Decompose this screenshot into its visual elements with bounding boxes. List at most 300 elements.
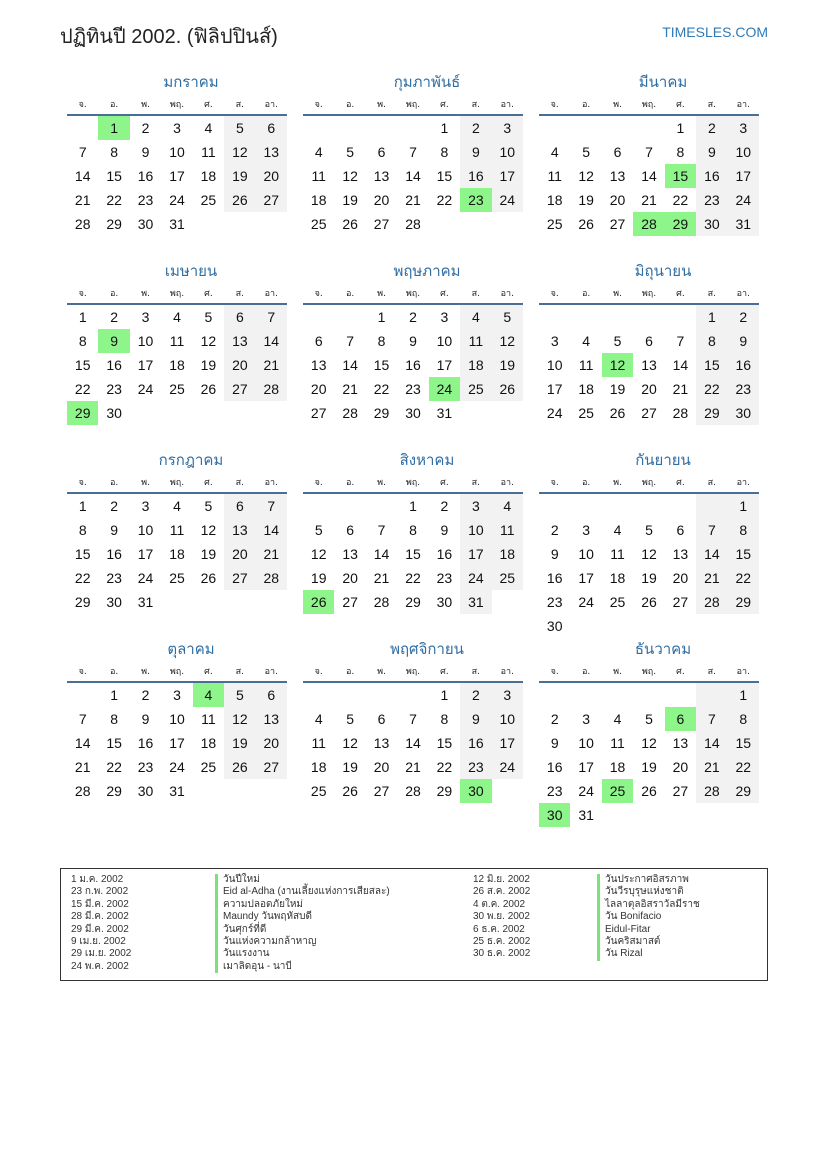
empty-day-cell bbox=[539, 494, 570, 518]
day-cell: 7 bbox=[377, 522, 386, 538]
day-cell: 9 bbox=[110, 522, 119, 538]
day-cell: 28 bbox=[256, 566, 287, 590]
empty-day-cell bbox=[397, 116, 428, 140]
day-cell: 9 bbox=[550, 546, 559, 562]
day-cell: 10 bbox=[492, 707, 523, 731]
weekday-label: อา. bbox=[500, 478, 514, 488]
day-cell: 12 bbox=[578, 168, 594, 184]
day-cell: 11 bbox=[311, 735, 326, 751]
empty-day-cell bbox=[67, 683, 98, 707]
day-cell: 20 bbox=[641, 381, 657, 397]
day-cell: 19 bbox=[342, 759, 358, 775]
weekday-label: อ. bbox=[345, 478, 355, 488]
holiday-name: ไลลาตุลอิสราวัลมีราช bbox=[597, 899, 757, 911]
day-cell: 6 bbox=[256, 683, 287, 707]
day-cell: 11 bbox=[201, 711, 216, 727]
day-cell: 10 bbox=[728, 140, 759, 164]
day-cell: 13 bbox=[256, 707, 287, 731]
day-cell: 9 bbox=[550, 735, 559, 751]
day-cell: 9 bbox=[728, 329, 759, 353]
day-cell: 25 bbox=[310, 216, 327, 232]
holiday-day-cell: 9 bbox=[98, 329, 129, 353]
empty-day-cell bbox=[366, 116, 397, 140]
day-cell: 12 bbox=[224, 140, 255, 164]
month-name: กรกฎาคม bbox=[158, 451, 224, 469]
day-cell: 3 bbox=[550, 333, 559, 349]
day-cell: 1 bbox=[440, 687, 449, 703]
day-cell: 19 bbox=[224, 164, 255, 188]
day-cell: 15 bbox=[436, 168, 453, 184]
weekday-label: จ. bbox=[550, 667, 559, 677]
day-cell: 4 bbox=[204, 120, 213, 136]
day-cell: 17 bbox=[169, 168, 185, 184]
holiday-names-left bbox=[215, 874, 473, 975]
day-cell: 7 bbox=[78, 144, 87, 160]
day-cell: 29 bbox=[436, 783, 453, 799]
weekday-label: ส. bbox=[707, 100, 717, 110]
day-cell: 22 bbox=[405, 570, 421, 586]
day-cell: 14 bbox=[672, 357, 689, 373]
days-grid bbox=[303, 116, 523, 236]
day-cell: 18 bbox=[169, 357, 185, 373]
day-cell: 14 bbox=[696, 542, 727, 566]
weekday-header bbox=[303, 283, 523, 305]
day-cell: 19 bbox=[609, 381, 626, 397]
day-cell: 2 bbox=[409, 309, 417, 325]
day-cell: 7 bbox=[696, 518, 727, 542]
day-cell: 1 bbox=[78, 309, 87, 325]
weekday-label: ส. bbox=[471, 667, 481, 677]
month-block bbox=[539, 450, 759, 639]
day-cell: 7 bbox=[409, 711, 417, 727]
weekday-label: พฤ. bbox=[169, 667, 185, 677]
empty-day-cell bbox=[602, 494, 633, 518]
day-cell: 15 bbox=[373, 357, 390, 373]
day-cell: 5 bbox=[224, 116, 255, 140]
day-cell: 11 bbox=[610, 735, 625, 751]
day-cell: 22 bbox=[74, 381, 91, 397]
year-calendar-grid bbox=[67, 72, 764, 828]
weekday-label: ศ. bbox=[676, 478, 685, 488]
day-cell: 31 bbox=[169, 783, 185, 799]
day-cell: 4 bbox=[492, 494, 523, 518]
weekday-label: พฤ. bbox=[405, 478, 421, 488]
day-cell: 25 bbox=[200, 192, 217, 208]
days-grid bbox=[67, 494, 287, 614]
day-cell: 17 bbox=[169, 735, 185, 751]
day-cell: 18 bbox=[578, 381, 594, 397]
day-cell: 14 bbox=[405, 735, 421, 751]
day-cell: 16 bbox=[137, 735, 154, 751]
day-cell: 19 bbox=[224, 731, 255, 755]
day-cell: 28 bbox=[74, 216, 91, 232]
day-cell: 13 bbox=[224, 518, 255, 542]
day-cell: 10 bbox=[546, 357, 563, 373]
day-cell: 20 bbox=[609, 192, 626, 208]
holiday-day-cell: 23 bbox=[460, 188, 491, 212]
holiday-date: 9 เม.ย. 2002 bbox=[71, 936, 126, 948]
empty-day-cell bbox=[696, 683, 727, 707]
weekday-label: ส. bbox=[707, 667, 717, 677]
empty-day-cell bbox=[633, 305, 664, 329]
day-cell: 13 bbox=[609, 168, 626, 184]
day-cell: 23 bbox=[546, 783, 563, 799]
weekday-header bbox=[303, 94, 523, 116]
day-cell: 26 bbox=[342, 216, 358, 232]
days-grid bbox=[67, 116, 287, 236]
day-cell: 22 bbox=[728, 566, 759, 590]
day-cell: 10 bbox=[578, 735, 594, 751]
day-cell: 3 bbox=[582, 711, 591, 727]
day-cell: 14 bbox=[641, 168, 657, 184]
day-cell: 19 bbox=[310, 570, 327, 586]
day-cell: 1 bbox=[696, 305, 727, 329]
day-cell: 11 bbox=[578, 357, 594, 373]
days-grid bbox=[539, 116, 759, 236]
day-cell: 21 bbox=[672, 381, 689, 397]
holiday-date: 12 มิ.ย. 2002 bbox=[473, 874, 530, 885]
day-cell: 19 bbox=[641, 759, 657, 775]
day-cell: 30 bbox=[137, 783, 154, 799]
day-cell: 14 bbox=[74, 735, 91, 751]
day-cell: 6 bbox=[224, 494, 255, 518]
day-cell: 30 bbox=[137, 216, 154, 232]
holiday-name: เมาลิดอุน - นาบี bbox=[215, 961, 473, 973]
day-cell: 6 bbox=[676, 522, 685, 538]
day-cell: 8 bbox=[728, 707, 759, 731]
day-cell: 13 bbox=[672, 735, 689, 751]
weekday-header bbox=[67, 472, 287, 494]
holiday-day-cell: 30 bbox=[539, 803, 570, 827]
day-cell: 16 bbox=[728, 353, 759, 377]
month-name: มีนาคม bbox=[638, 73, 688, 91]
weekday-label: จ. bbox=[314, 100, 323, 110]
day-cell: 26 bbox=[609, 405, 626, 421]
day-cell: 27 bbox=[609, 216, 626, 232]
day-cell: 21 bbox=[74, 192, 91, 208]
month-name: กันยายน bbox=[635, 451, 691, 469]
day-cell: 12 bbox=[310, 546, 327, 562]
day-cell: 29 bbox=[405, 594, 421, 610]
day-cell: 27 bbox=[641, 405, 657, 421]
month-name: มกราคม bbox=[163, 73, 219, 91]
day-cell: 11 bbox=[460, 329, 491, 353]
day-cell: 8 bbox=[78, 522, 87, 538]
day-cell: 18 bbox=[169, 546, 185, 562]
day-cell: 16 bbox=[436, 546, 453, 562]
weekday-header bbox=[303, 661, 523, 683]
day-cell: 26 bbox=[200, 381, 217, 397]
holiday-date: 25 ธ.ค. 2002 bbox=[473, 936, 531, 948]
day-cell: 16 bbox=[460, 164, 491, 188]
day-cell: 3 bbox=[173, 687, 181, 703]
weekday-label: อา. bbox=[264, 289, 278, 299]
weekday-label: พฤ. bbox=[405, 100, 421, 110]
day-cell: 11 bbox=[610, 546, 625, 562]
weekday-label: ศ. bbox=[676, 667, 685, 677]
day-cell: 9 bbox=[696, 140, 727, 164]
day-cell: 27 bbox=[672, 783, 689, 799]
empty-day-cell bbox=[696, 494, 727, 518]
weekday-header bbox=[539, 94, 759, 116]
day-cell: 3 bbox=[492, 683, 523, 707]
weekday-label: พ. bbox=[377, 667, 386, 677]
weekday-label: อ. bbox=[581, 478, 591, 488]
weekday-label: จ. bbox=[550, 100, 559, 110]
holiday-dates-left bbox=[71, 874, 215, 975]
weekday-label: อ. bbox=[345, 100, 355, 110]
day-cell: 1 bbox=[409, 498, 417, 514]
weekday-label: อา. bbox=[500, 667, 514, 677]
day-cell: 18 bbox=[609, 759, 626, 775]
empty-day-cell bbox=[303, 494, 334, 518]
day-cell: 24 bbox=[137, 381, 154, 397]
weekday-label: พฤ. bbox=[641, 667, 657, 677]
day-cell: 4 bbox=[613, 522, 622, 538]
weekday-label: พฤ. bbox=[641, 289, 657, 299]
empty-day-cell bbox=[366, 683, 397, 707]
empty-day-cell bbox=[303, 116, 334, 140]
day-cell: 5 bbox=[613, 333, 622, 349]
day-cell: 4 bbox=[582, 333, 591, 349]
month-block bbox=[303, 639, 523, 828]
day-cell: 15 bbox=[728, 542, 759, 566]
month-block bbox=[67, 450, 287, 639]
holiday-day-cell: 6 bbox=[665, 707, 696, 731]
day-cell: 22 bbox=[106, 759, 122, 775]
day-cell: 28 bbox=[373, 594, 390, 610]
month-name: พฤษภาคม bbox=[393, 262, 461, 280]
day-cell: 15 bbox=[728, 731, 759, 755]
weekday-label: พ. bbox=[141, 289, 150, 299]
month-block bbox=[303, 261, 523, 450]
weekday-label: พ. bbox=[613, 667, 622, 677]
day-cell: 30 bbox=[106, 594, 122, 610]
day-cell: 3 bbox=[728, 116, 759, 140]
day-cell: 7 bbox=[409, 144, 417, 160]
day-cell: 4 bbox=[173, 309, 181, 325]
day-cell: 2 bbox=[550, 711, 559, 727]
day-cell: 27 bbox=[256, 188, 287, 212]
holiday-day-cell: 30 bbox=[460, 779, 491, 803]
day-cell: 6 bbox=[377, 144, 386, 160]
day-cell: 23 bbox=[106, 381, 122, 397]
day-cell: 2 bbox=[460, 116, 491, 140]
day-cell: 10 bbox=[137, 333, 154, 349]
day-cell: 19 bbox=[492, 353, 523, 377]
day-cell: 8 bbox=[377, 333, 386, 349]
month-block bbox=[67, 639, 287, 828]
holiday-name: วันแรงงาน bbox=[215, 948, 473, 960]
weekday-header bbox=[303, 472, 523, 494]
month-name: เมษายน bbox=[164, 262, 218, 280]
day-cell: 26 bbox=[578, 216, 594, 232]
day-cell: 10 bbox=[436, 333, 453, 349]
holiday-day-cell: 15 bbox=[665, 164, 696, 188]
day-cell: 12 bbox=[641, 735, 657, 751]
weekday-label: ศ. bbox=[204, 289, 213, 299]
day-cell: 27 bbox=[224, 377, 255, 401]
day-cell: 20 bbox=[672, 759, 689, 775]
weekday-label: อ. bbox=[581, 667, 591, 677]
day-cell: 23 bbox=[460, 755, 491, 779]
month-block bbox=[539, 261, 759, 450]
month-name: มิถุนายน bbox=[634, 262, 692, 280]
empty-day-cell bbox=[633, 116, 664, 140]
empty-day-cell bbox=[539, 116, 570, 140]
day-cell: 22 bbox=[74, 570, 91, 586]
day-cell: 29 bbox=[74, 594, 91, 610]
weekday-label: อ. bbox=[109, 667, 119, 677]
day-cell: 16 bbox=[546, 570, 563, 586]
day-cell: 14 bbox=[405, 168, 421, 184]
empty-day-cell bbox=[665, 494, 696, 518]
day-cell: 21 bbox=[74, 759, 91, 775]
day-cell: 21 bbox=[696, 566, 727, 590]
holiday-name: วันคริสมาสต์ bbox=[597, 936, 757, 948]
weekday-label: ศ. bbox=[204, 667, 213, 677]
day-cell: 13 bbox=[342, 546, 358, 562]
month-name: สิงหาคม bbox=[399, 451, 455, 469]
day-cell: 13 bbox=[641, 357, 657, 373]
day-cell: 25 bbox=[546, 216, 563, 232]
day-cell: 27 bbox=[672, 594, 689, 610]
weekday-label: อ. bbox=[581, 100, 591, 110]
empty-day-cell bbox=[334, 305, 365, 329]
day-cell: 4 bbox=[173, 498, 181, 514]
empty-day-cell bbox=[539, 683, 570, 707]
day-cell: 4 bbox=[314, 144, 323, 160]
day-cell: 15 bbox=[74, 546, 91, 562]
holiday-date: 26 ส.ค. 2002 bbox=[473, 886, 531, 898]
day-cell: 18 bbox=[460, 353, 491, 377]
day-cell: 22 bbox=[436, 192, 453, 208]
days-grid bbox=[67, 305, 287, 425]
day-cell: 31 bbox=[436, 405, 453, 421]
weekday-label: ศ. bbox=[204, 478, 213, 488]
day-cell: 6 bbox=[314, 333, 323, 349]
day-cell: 5 bbox=[204, 309, 213, 325]
day-cell: 19 bbox=[200, 357, 217, 373]
weekday-label: พฤ. bbox=[641, 100, 657, 110]
day-cell: 21 bbox=[256, 542, 287, 566]
day-cell: 17 bbox=[137, 357, 154, 373]
brand-link[interactable]: TIMESLES.COM bbox=[662, 24, 768, 40]
day-cell: 19 bbox=[342, 192, 358, 208]
day-cell: 6 bbox=[645, 333, 653, 349]
weekday-label: พ. bbox=[377, 289, 386, 299]
day-cell: 15 bbox=[106, 168, 122, 184]
day-cell: 8 bbox=[409, 522, 417, 538]
day-cell: 13 bbox=[672, 546, 689, 562]
holiday-name: Maundy วันพฤหัสบดี bbox=[215, 911, 473, 923]
holiday-day-cell: 29 bbox=[665, 212, 696, 236]
weekday-label: จ. bbox=[78, 667, 87, 677]
day-cell: 20 bbox=[672, 570, 689, 586]
day-cell: 4 bbox=[613, 711, 622, 727]
day-cell: 22 bbox=[373, 381, 390, 397]
day-cell: 24 bbox=[728, 188, 759, 212]
day-cell: 18 bbox=[492, 542, 523, 566]
day-cell: 15 bbox=[405, 546, 421, 562]
day-cell: 27 bbox=[373, 216, 390, 232]
holiday-date: 30 ธ.ค. 2002 bbox=[473, 948, 531, 960]
day-cell: 31 bbox=[728, 212, 759, 236]
empty-day-cell bbox=[633, 683, 664, 707]
day-cell: 27 bbox=[256, 755, 287, 779]
day-cell: 12 bbox=[342, 168, 358, 184]
day-cell: 15 bbox=[696, 353, 727, 377]
day-cell: 16 bbox=[460, 731, 491, 755]
holiday-name: Eidul-Fitar bbox=[597, 924, 757, 936]
weekday-header bbox=[539, 283, 759, 305]
day-cell: 6 bbox=[613, 144, 622, 160]
day-cell: 5 bbox=[582, 144, 591, 160]
holiday-date: 1 ม.ค. 2002 bbox=[71, 874, 124, 885]
day-cell: 27 bbox=[224, 566, 255, 590]
day-cell: 11 bbox=[169, 333, 185, 349]
empty-day-cell bbox=[334, 494, 365, 518]
day-cell: 23 bbox=[137, 759, 154, 775]
day-cell: 5 bbox=[204, 498, 213, 514]
weekday-header bbox=[539, 472, 759, 494]
day-cell: 20 bbox=[256, 164, 287, 188]
empty-day-cell bbox=[303, 683, 334, 707]
month-name: พฤศจิกายน bbox=[390, 640, 464, 658]
days-grid bbox=[303, 683, 523, 803]
day-cell: 10 bbox=[137, 522, 154, 538]
day-cell: 3 bbox=[173, 120, 181, 136]
day-cell: 8 bbox=[676, 144, 685, 160]
holiday-name: ความปลอดภัยใหม่ bbox=[215, 899, 473, 911]
day-cell: 25 bbox=[578, 405, 594, 421]
day-cell: 8 bbox=[440, 144, 449, 160]
day-cell: 10 bbox=[578, 546, 594, 562]
day-cell: 5 bbox=[645, 711, 653, 727]
weekday-label: พฤ. bbox=[641, 478, 657, 488]
month-name: ธันวาคม bbox=[634, 640, 692, 658]
day-cell: 9 bbox=[440, 522, 449, 538]
weekday-label: พ. bbox=[141, 478, 150, 488]
day-cell: 21 bbox=[405, 759, 421, 775]
day-cell: 16 bbox=[137, 168, 154, 184]
weekday-label: พฤ. bbox=[405, 289, 421, 299]
day-cell: 24 bbox=[578, 594, 594, 610]
empty-day-cell bbox=[602, 305, 633, 329]
day-cell: 31 bbox=[460, 590, 491, 614]
weekday-label: พฤ. bbox=[169, 478, 185, 488]
day-cell: 22 bbox=[106, 192, 122, 208]
day-cell: 2 bbox=[460, 683, 491, 707]
day-cell: 23 bbox=[728, 377, 759, 401]
month-block bbox=[67, 261, 287, 450]
weekday-label: จ. bbox=[314, 289, 323, 299]
holiday-names-right bbox=[597, 874, 757, 975]
day-cell: 15 bbox=[106, 735, 122, 751]
day-cell: 24 bbox=[492, 188, 523, 212]
month-block bbox=[303, 72, 523, 261]
holiday-day-cell: 4 bbox=[193, 683, 224, 707]
day-cell: 23 bbox=[436, 570, 453, 586]
day-cell: 21 bbox=[696, 755, 727, 779]
day-cell: 20 bbox=[224, 353, 255, 377]
day-cell: 21 bbox=[641, 192, 657, 208]
day-cell: 14 bbox=[256, 518, 287, 542]
weekday-label: ศ. bbox=[440, 667, 449, 677]
day-cell: 11 bbox=[169, 522, 185, 538]
day-cell: 17 bbox=[728, 164, 759, 188]
day-cell: 23 bbox=[546, 594, 563, 610]
